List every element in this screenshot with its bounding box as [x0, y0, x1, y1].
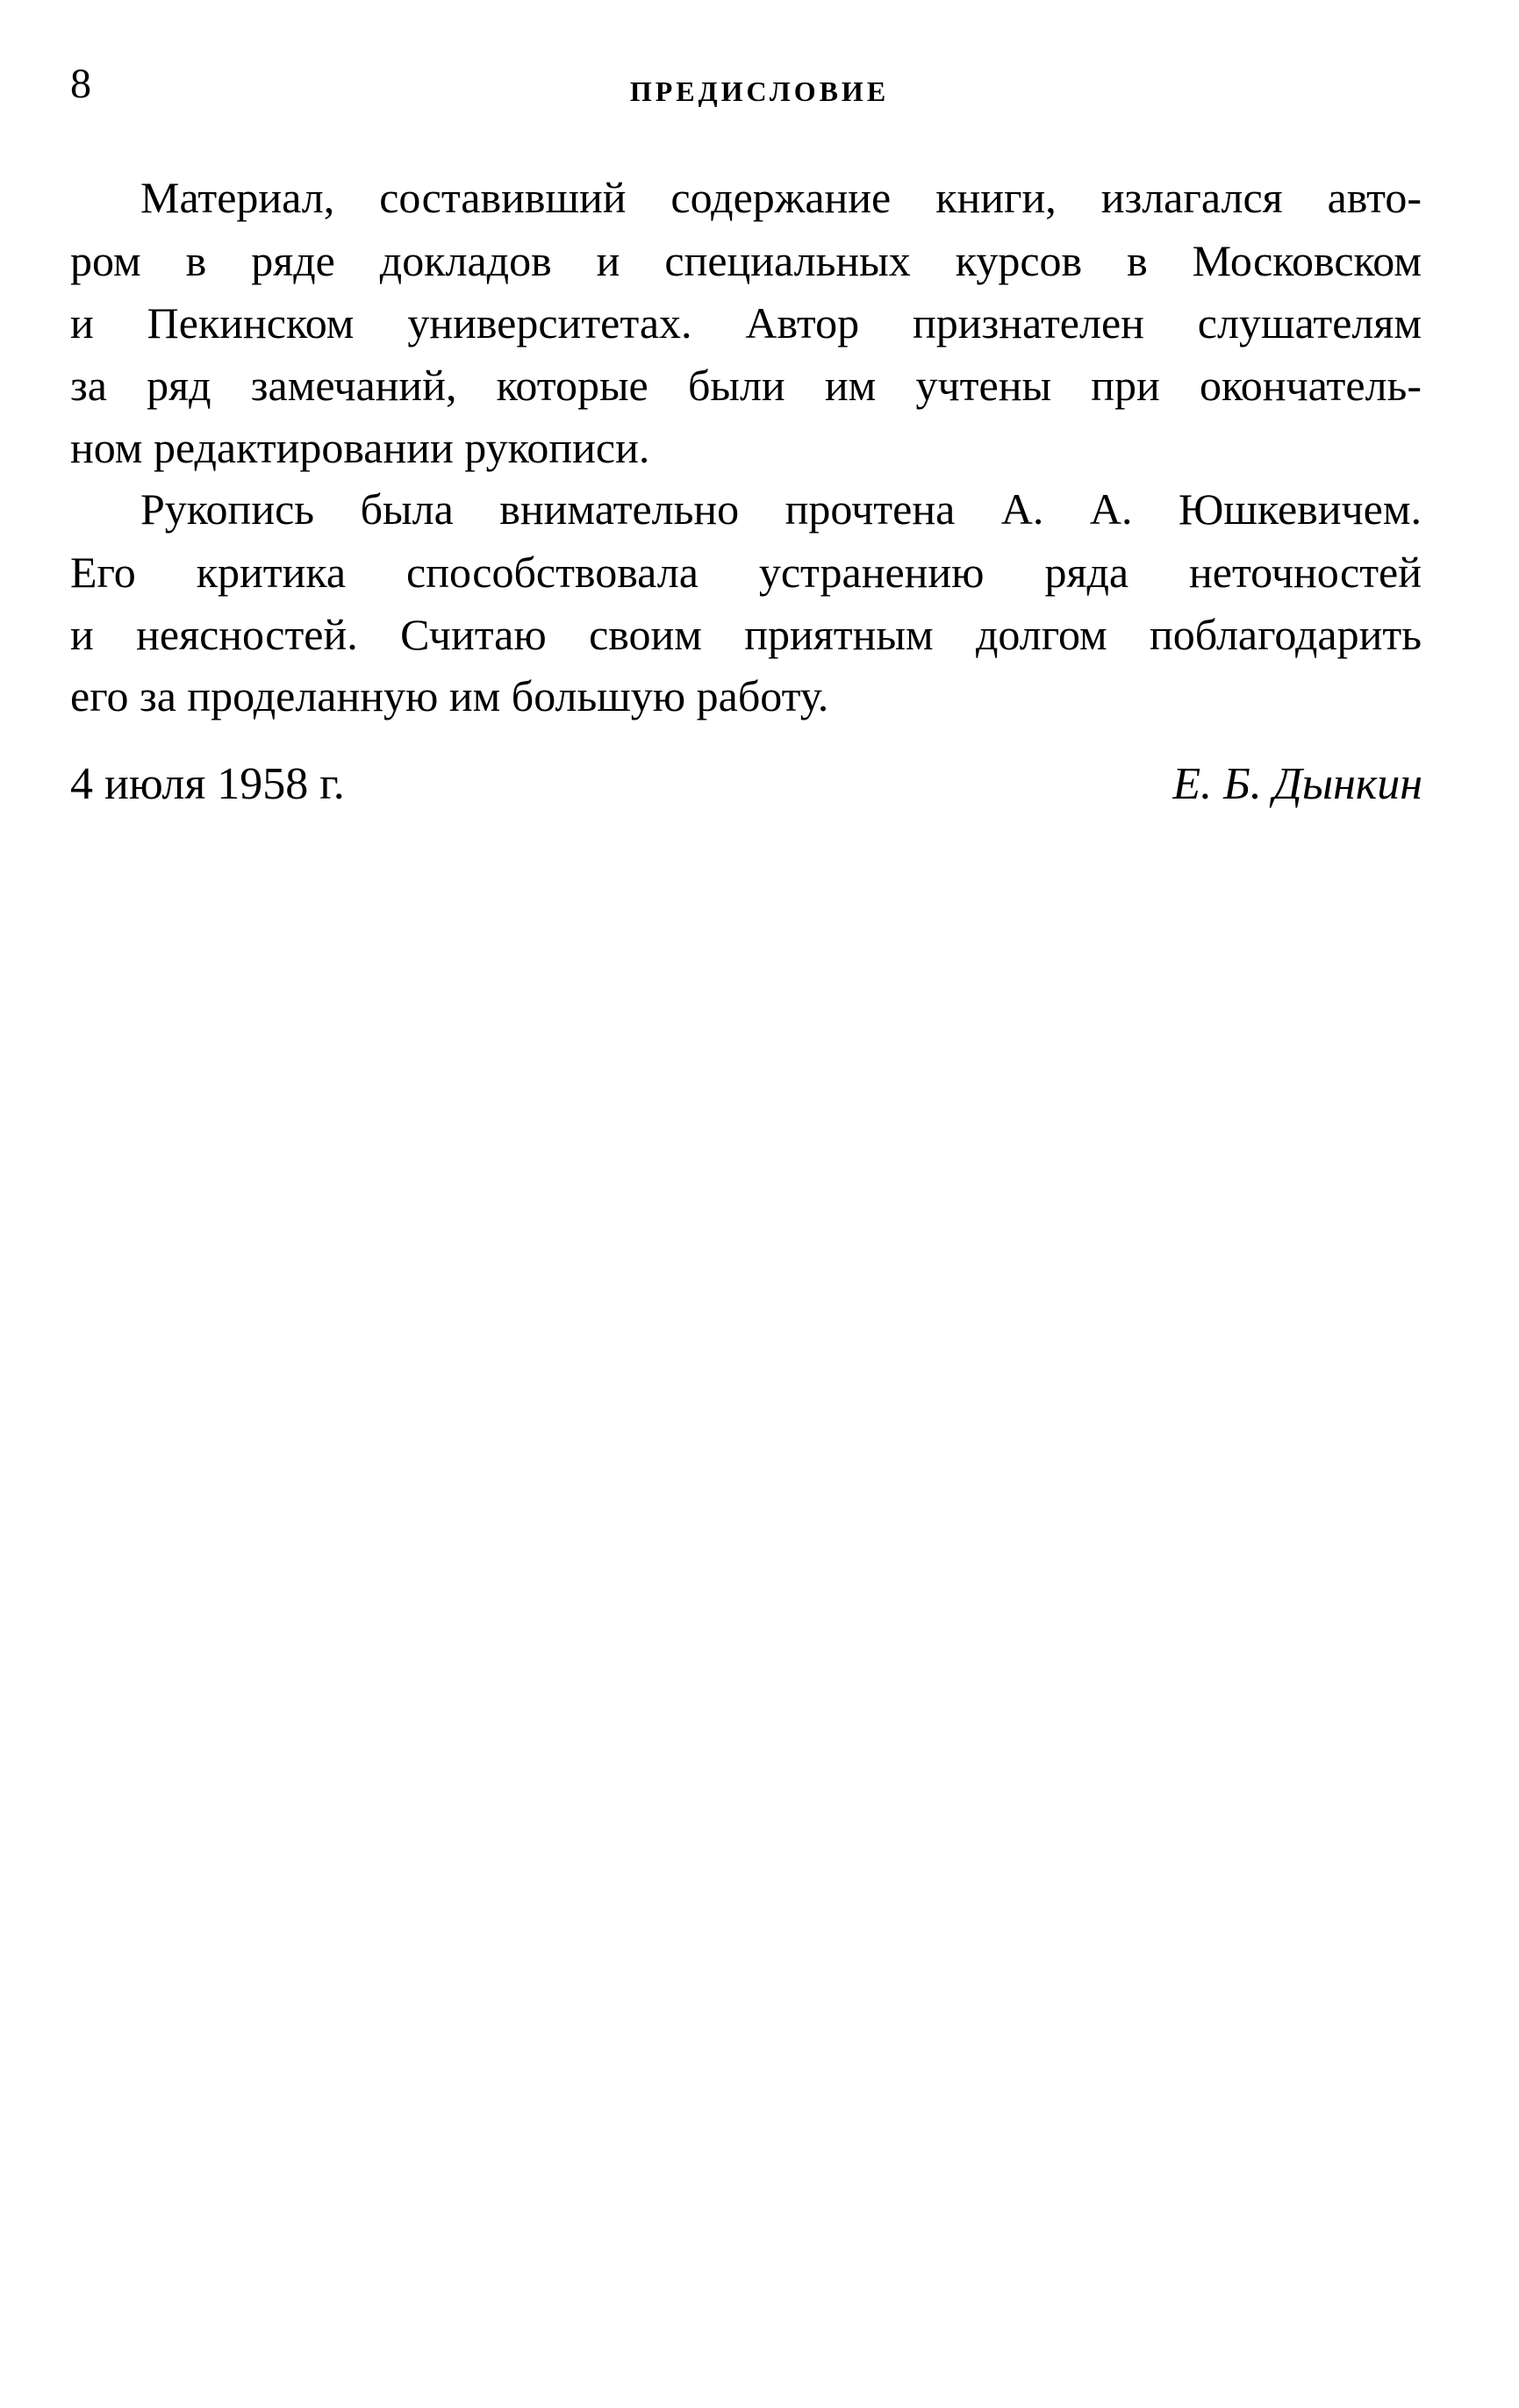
paragraph-2-line-4: его за проделанную им большую работу.	[70, 671, 829, 720]
running-head-title: ПРЕДИСЛОВИЕ	[629, 75, 890, 107]
page-number: 8	[70, 61, 91, 107]
author-signature: Е. Б. Дынкин	[1172, 759, 1422, 809]
paragraph-1-line-1: Материал, составивший содержание книги, излагался авто-	[140, 173, 1422, 222]
paragraph-1-line-5: ном редактировании рукописи.	[70, 423, 650, 472]
paragraph-1-line-4: за ряд замечаний, которые были им учтены при окончатель-	[70, 361, 1422, 410]
paragraph-2-line-1: Рукопись была внимательно прочтена А. А. Юшкевичем.	[140, 484, 1422, 534]
paragraph-1-line-2: ром в ряде докладов и специальных курсов в Московском	[70, 236, 1422, 285]
paragraph-2-line-2: Его критика способствовала устранению ряда неточностей	[70, 548, 1422, 597]
preface-date: 4 июля 1958 г.	[70, 759, 345, 809]
paragraph-1-line-3: и Пекинском университетах. Автор признателен слушателям	[70, 298, 1422, 348]
paragraph-2-line-3: и неясностей. Считаю своим приятным долгом поблагодарить	[70, 610, 1422, 659]
